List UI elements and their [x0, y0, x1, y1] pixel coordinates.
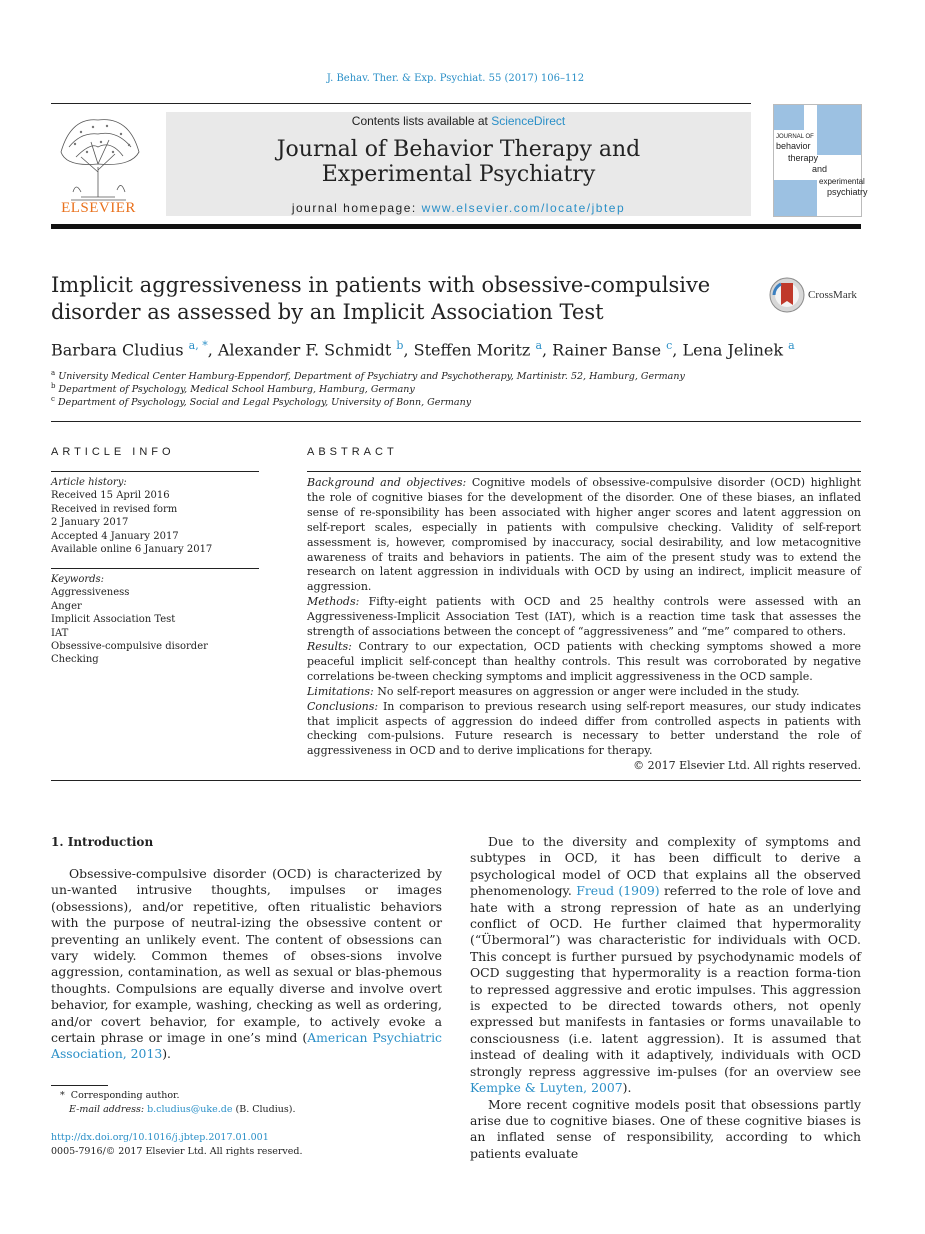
section-rule — [51, 421, 861, 422]
keywords-label: Keywords: — [51, 574, 105, 585]
doi-block — [51, 1131, 441, 1158]
keyword: Aggressiveness — [51, 587, 130, 599]
email-label: E-mail address: — [69, 1103, 148, 1115]
paragraph-text: Obsessive-compulsive disorder (OCD) is characterized by un-wanted intrusive thoughts, impulses or images (obsessions), and/or repetitive, often ritualistic behaviors with the purpose of neutral-izing the obsessive content or preventing an unlikely event. The content of obsessions can vary widely. Common themes of obses-sions involve aggression, contamination, as well as sexual or blas-phemous thoughts. Compulsions are equally diverse and involve overt behavior, for example, washing, checking as well as ordering, and/or covert behavior, for example, to actively evoke a certain phrase or image in one’s mind ( — [51, 866, 442, 1046]
affiliation-text: Department of Psychology, Social and Legal Psychology, University of Bonn, Germany — [57, 397, 472, 409]
crossmark-label[interactable]: CrossMark — [808, 289, 857, 301]
cover-text: psychiatry — [827, 187, 868, 197]
email-line — [51, 1103, 441, 1117]
author-name[interactable]: Lena Jelinek — [682, 340, 784, 360]
abstract-section-text: No self-report measures on aggression or anger were included in the study. — [377, 684, 800, 698]
keyword: Checking — [51, 654, 99, 666]
abstract-section-text: Fifty-eight patients with OCD and 25 healthy controls were assessed with an Aggressiveness-Implicit Association Test (IAT), which is a reaction time task that assesses the strength of associations between the concept of “aggressiveness” and “me” compared to others. — [307, 595, 861, 639]
cover-block — [774, 180, 817, 216]
cover-text: JOURNAL OF — [776, 134, 814, 140]
contents-line — [166, 114, 751, 128]
keyword: Obsessive-compulsive disorder — [51, 641, 208, 653]
author-affiliation-sup[interactable]: a — [535, 339, 542, 352]
journal-title-line1: Journal of Behavior Therapy and — [276, 137, 641, 162]
journal-homepage — [166, 201, 751, 215]
contents-prefix: Contents lists available at — [351, 114, 492, 128]
email-suffix: (B. Cludius). — [232, 1103, 296, 1115]
body-paragraph — [470, 834, 861, 1097]
abstract-heading: ABSTRACT — [307, 446, 398, 458]
keywords-rule — [51, 568, 259, 569]
abstract-body — [307, 476, 861, 774]
paragraph-text: Due to the diversity and complexity of symptoms and subtypes in OCD, it has been difficult to derive a psychological model of OCD that explains all the observed phenomenology. — [470, 834, 861, 899]
citation-link[interactable]: Freud (1909) — [576, 883, 660, 899]
footnote-marker: * — [60, 1090, 65, 1101]
history-item: Available online 6 January 2017 — [51, 544, 213, 556]
sciencedirect-link[interactable]: ScienceDirect — [491, 114, 566, 128]
abstract-section-label: Conclusions: — [307, 699, 379, 713]
journal-citation[interactable]: J. Behav. Ther. & Exp. Psychiat. 55 (2017) 106–112 — [326, 73, 585, 84]
author-affiliation-sup[interactable]: a, * — [188, 339, 208, 352]
author-name[interactable]: Steffen Moritz — [413, 340, 531, 360]
abstract-section — [307, 476, 861, 595]
affiliation-sup: a — [51, 369, 56, 377]
abstract-section — [307, 640, 861, 685]
author-affiliation-sup[interactable]: c — [666, 339, 673, 352]
issn-line: 0005-7916/© 2017 Elsevier Ltd. All rights reserved. — [51, 1145, 303, 1157]
article-title-line1: Implicit aggressiveness in patients with obsessive-compulsive — [51, 273, 711, 297]
abstract-section-label: Background and objectives: — [307, 476, 467, 489]
header-top-rule — [51, 103, 751, 104]
email-link[interactable]: b.cludius@uke.de — [147, 1103, 233, 1115]
paragraph-text: ). — [622, 1080, 632, 1096]
footnote-rule — [51, 1085, 108, 1086]
abstract-section-text: In comparison to previous research using self-report measures, our study indicates that implicit aspects of aggression do indeed differ from controlled aspects in patients with checking com-pulsions. Future research is necessary to better understand the role of aggressiveness in OCD and to derive implications for therapy. — [307, 699, 861, 758]
body-paragraph — [470, 1097, 861, 1163]
affiliation-text: Department of Psychology, Medical School Hamburg, Hamburg, Germany — [58, 384, 415, 396]
paragraph-text: referred to the role of love and hate with a strong repression of hate as an underlying conflict of OCD. He further claimed that hypermorality (“Übermoral”) was characteristic for individuals with OCD. This concept is further pursued by psychodynamic models of OCD suggesting that hypermorality is a reaction forma-tion to repressed aggressive and erotic impulses. This aggression is expected to be directed towards others, not openly expressed but manifests in fantasies or forms unavailable to consciousness (i.e. latent aggression). It is assumed that instead of dealing with it adaptively, individuals with OCD strongly repress aggressive im-pulses (for an overview see — [470, 883, 861, 1079]
affiliation-text: University Medical Center Hamburg-Eppendorf, Department of Psychiatry and Psychotherapy, Martinistr. 52, Hamburg, Germany — [58, 371, 685, 383]
cover-block — [774, 105, 804, 130]
abstract-section-label: Methods: — [307, 595, 360, 609]
section-rule — [51, 780, 861, 781]
affiliation-sup: c — [51, 395, 55, 403]
cover-text: therapy — [788, 153, 819, 163]
journal-cover-thumbnail[interactable] — [773, 104, 868, 217]
body-column-left — [51, 866, 442, 1063]
journal-title-line2: Experimental Psychiatry — [321, 162, 596, 187]
abstract-section — [307, 595, 861, 640]
footnote-label: Corresponding author. — [70, 1090, 180, 1101]
cover-text: behavior — [776, 141, 811, 151]
affiliation — [51, 369, 685, 382]
citation-link[interactable]: Kempke & Luyten, 2007 — [470, 1080, 623, 1096]
keywords — [51, 573, 261, 667]
abstract-section-text: Cognitive models of obsessive-compulsive disorder (OCD) highlight the role of cognitive biases for the development of the disorder. One of these biases, an inflated sense of re-sponsibility has been associated with higher anger scores and latent aggression on self-report scales, especially in patients with compulsive checking. Validity of self-report assessment is, however, compromised by inaccuracy, social desirability, and low metacognitive awareness of traits and behaviors in patients. The aim of the present study was to extend the research on latent aggression in individuals with OCD by using an indirect, implicit measure of aggression. — [307, 476, 861, 594]
footnote — [51, 1089, 441, 1116]
history-item: Received 15 April 2016 — [51, 490, 170, 502]
header-thick-rule — [51, 224, 861, 229]
history-label: Article history: — [51, 477, 127, 488]
history-item: Accepted 4 January 2017 — [51, 530, 179, 542]
article-title-line2: disorder as assessed by an Implicit Association Test — [51, 300, 604, 324]
keyword: IAT — [51, 627, 69, 639]
abstract-section — [307, 700, 861, 760]
author-affiliation-sup[interactable]: b — [396, 339, 404, 352]
journal-title — [166, 137, 751, 187]
abstract-section-label: Results: — [307, 639, 352, 653]
history-item: Received in revised form — [51, 503, 178, 515]
cover-text: experimental — [819, 177, 865, 186]
affiliation-sup: b — [51, 382, 56, 390]
abstract-rule — [307, 471, 861, 472]
abstract-copyright: © 2017 Elsevier Ltd. All rights reserved. — [633, 759, 861, 773]
author-name[interactable]: Alexander F. Schmidt — [217, 340, 392, 360]
author-list: Barbara Cludius $^{a, *}$, Alexander F. Schmidt $^b$, Steffen Moritz $^a$, Rainer Banse $^c$, Lena Jelinek $^a$ — [51, 339, 795, 360]
corresponding-author-note — [51, 1089, 441, 1103]
abstract-section-text: Contrary to our expectation, OCD patients with checking symptoms showed a more peaceful implicit self-concept than healthy controls. This result was corroborated by negative correlations be-tween checking symptoms and implicit aggressiveness in the OCD sample. — [307, 639, 861, 683]
article-info-rule — [51, 471, 259, 472]
affiliation — [51, 395, 471, 408]
body-paragraph — [51, 866, 442, 1063]
author-name[interactable]: Barbara Cludius — [51, 340, 184, 360]
paragraph-text: More recent cognitive models posit that obsessions partly arise due to cognitive biases. One of these cognitive biases is an inflated sense of responsibility, according to which patients evaluate — [470, 1096, 861, 1161]
doi-link[interactable]: http://dx.doi.org/10.1016/j.jbtep.2017.01.001 — [51, 1132, 269, 1143]
keyword: Anger — [51, 600, 82, 612]
history-item: 2 January 2017 — [51, 517, 129, 529]
cover-text: and — [812, 164, 828, 174]
abstract-section-label: Limitations: — [307, 684, 374, 698]
elsevier-wordmark[interactable]: ELSEVIER — [61, 200, 136, 216]
crossmark-icon — [769, 277, 807, 313]
paragraph-text: ). — [162, 1046, 171, 1062]
article-history — [51, 476, 261, 556]
article-info-heading: ARTICLE INFO — [51, 446, 175, 458]
homepage-link[interactable]: www.elsevier.com/locate/jbtep — [421, 201, 626, 215]
author-name[interactable]: Rainer Banse — [552, 340, 662, 360]
section-heading-introduction: 1. Introduction — [51, 835, 154, 849]
article-title — [51, 272, 751, 326]
affiliation — [51, 382, 415, 395]
homepage-prefix: journal homepage: — [291, 201, 422, 215]
cover-block — [817, 105, 861, 155]
body-column-right — [470, 834, 861, 1162]
abstract-section — [307, 685, 861, 700]
keyword: Implicit Association Test — [51, 614, 176, 626]
citation-link[interactable]: American Psychiatric Association, 2013 — [51, 1030, 442, 1062]
author-affiliation-sup[interactable]: a — [788, 339, 795, 352]
